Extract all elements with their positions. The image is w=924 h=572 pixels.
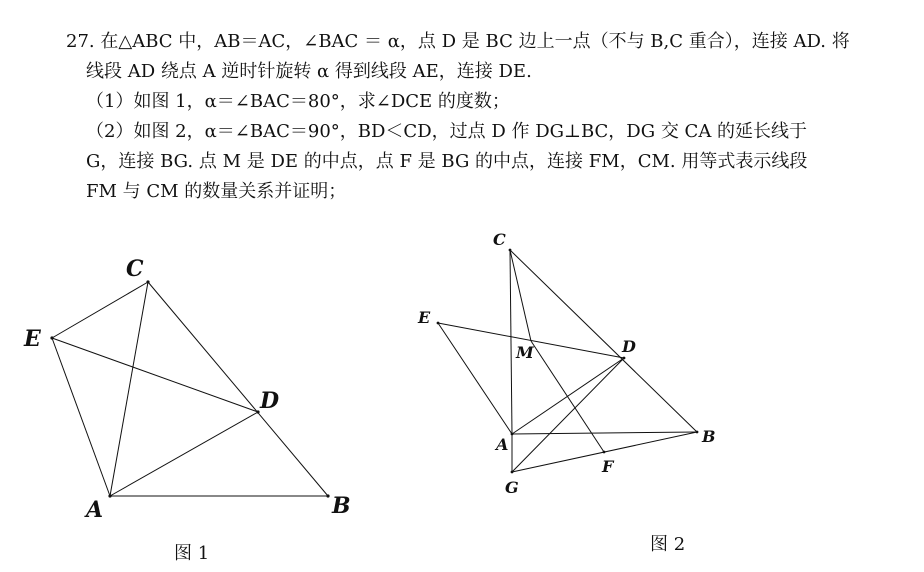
point-C	[146, 280, 149, 283]
label-C: C	[126, 256, 144, 282]
label-G: G	[505, 478, 519, 497]
label-E: E	[418, 308, 431, 327]
figure-1	[23, 256, 351, 564]
label-E: E	[24, 326, 41, 352]
point-B	[696, 431, 699, 434]
label-B: B	[332, 493, 351, 519]
label-D: D	[260, 388, 280, 414]
segment-AB	[512, 432, 697, 434]
label-A: A	[496, 435, 509, 454]
segment-AD	[110, 412, 258, 496]
problem-line-4: （2）如图 2，α＝∠BAC＝90°，BD＜CD，过点 D 作 DG⊥BC，DG 交 CA 的延长线于	[86, 121, 808, 142]
segment-EA	[438, 323, 512, 434]
segment-GD	[512, 358, 624, 472]
problem-line-1: 27. 在△ABC 中，AB＝AC，∠BAC ＝ α，点 D 是 BC 边上一点（不与 B,C 重合），连接 AD. 将	[66, 31, 850, 52]
label-F: F	[602, 457, 614, 476]
segment-CM	[510, 250, 531, 341]
segment-AC	[110, 282, 148, 496]
segment-AE	[52, 338, 110, 496]
label-D: D	[622, 337, 636, 356]
point-B	[326, 494, 329, 497]
point-C	[509, 249, 512, 252]
point-A	[108, 494, 111, 497]
figure-2	[417, 230, 716, 555]
problem-line-2: 线段 AD 绕点 A 逆时针旋转 α 得到线段 AE，连接 DE.	[86, 61, 532, 82]
segment-ED	[52, 338, 258, 412]
problem-line-5: G，连接 BG. 点 M 是 DE 的中点，点 F 是 BG 的中点，连接 FM，CM. 用等式表示线段	[86, 151, 808, 172]
point-E	[50, 336, 53, 339]
point-E	[437, 322, 440, 325]
segment-MF	[531, 341, 604, 452]
problem-line-6: FM 与 CM 的数量关系并证明；	[86, 181, 347, 202]
caption-figure-2: 图 2	[650, 534, 686, 555]
segment-AD	[512, 358, 624, 434]
point-D	[623, 357, 626, 360]
point-G	[511, 471, 514, 474]
segment-CA	[510, 250, 512, 434]
point-F	[603, 451, 606, 454]
problem-line-3: （1）如图 1，α＝∠BAC＝80°，求∠DCE 的度数；	[86, 91, 510, 112]
label-B: B	[702, 427, 716, 446]
label-A: A	[86, 497, 104, 523]
point-A	[511, 433, 514, 436]
segment-CB	[510, 250, 697, 432]
label-M: M	[516, 343, 534, 362]
segment-EC	[52, 282, 148, 338]
segment-CB	[148, 282, 328, 496]
caption-figure-1: 图 1	[174, 543, 210, 564]
label-C: C	[493, 230, 506, 249]
